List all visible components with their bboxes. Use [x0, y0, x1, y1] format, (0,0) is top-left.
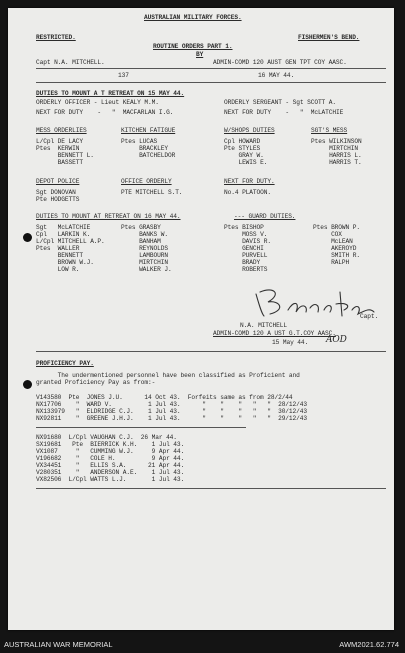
workshops-heading: W/SHOPS DUTIES — [224, 127, 275, 134]
office-orderly-name: PTE MITCHELL S.T. — [121, 189, 183, 196]
kitchen-fatigue-list: Ptes LUCAS BRACKLEY BATCHELDOR — [121, 138, 176, 159]
footer-accession-number: AWM2021.62.774 — [339, 640, 399, 649]
signature-unit: ADMIN-COMD 120 A UST G.T.COY AASC. — [213, 330, 336, 337]
orders-title: ROUTINE ORDERS PART 1. — [153, 43, 233, 50]
mess-orderlies-heading: MESS ORDERLIES — [36, 127, 87, 134]
footer-source: AUSTRALIAN WAR MEMORIAL — [4, 640, 113, 649]
guard-heading: DUTIES TO MOUNT AT RETREAT ON 16 MAY 44. — [36, 213, 181, 220]
guard-column-1: Sgt McLATCHIE Cpl LARKIN K. L/Cpl MITCHELL A.P. Ptes WALLER BENNETT BROWN W.J. LOW R. — [36, 224, 105, 273]
by-label: BY — [196, 51, 204, 58]
next-for-duty-platoon: No.4 PLATOON. — [224, 189, 271, 196]
proficiency-group-1: V143580 Pte JONES J.U. 14 Oct 43. Forfeits same as from 28/2/44 NX17706 " WARD V. 1 Jul 43. " " " " " 28/12/43 NX133979 " ELDRIDGE C.J. 1 Jul 43. " " " " " 30/12/43 NX92811 " GREENE J.H.J. 1 Jul 43. " " " " " 29/12/43 — [36, 394, 307, 422]
section-rule — [36, 351, 386, 352]
signature-name: N.A. MITCHELL — [240, 322, 287, 329]
proficiency-intro: The undermentioned personnel have been classified as Proficient and granted Proficiency Pay as from:- — [36, 372, 300, 386]
proficiency-heading: PROFICIENCY PAY. — [36, 360, 94, 367]
header-rule-2 — [36, 82, 386, 83]
workshops-list: Cpl HOWARD Pte STYLES GRAY W. LEWIS E. — [224, 138, 268, 166]
next-for-duty-officer: NEXT FOR DUTY - " MACFARLAN I.G. — [36, 109, 174, 116]
guard-column-3: Ptes BISHOP MOSS V. DAVIS R. GENCHI PURVELL BRADY ROBERTS — [224, 224, 271, 273]
proficiency-rule-1 — [36, 427, 246, 428]
handwritten-signature — [248, 280, 378, 322]
location-label: FISHERMEN'S BEND. — [298, 34, 360, 41]
mess-orderlies-list: L/Cpl DE LACY Ptes KERWIN BENNETT L. BASSETT — [36, 138, 94, 166]
order-date: 16 MAY 44. — [258, 72, 295, 79]
depot-police-heading: DEPOT POLICE — [36, 178, 80, 185]
sgts-mess-heading: SGT'S MESS — [311, 127, 348, 134]
punch-hole-top — [23, 233, 32, 242]
proficiency-rule-2 — [36, 488, 386, 489]
guard-column-4: Ptes BROWN P. COX McLEAN AKEROYD SMITH R. RALPH — [313, 224, 360, 266]
sgts-mess-list: Ptes WILKINSON MIRTCHIN HARRIS L. HARRIS T. — [311, 138, 362, 166]
guard-subheading: --- GUARD DUTIES. — [234, 213, 296, 220]
document-page — [8, 8, 394, 630]
proficiency-group-2: NX91680 L/Cpl VAUGHAN C.J. 26 Mar 44. SX19681 Pte BIERRICK K.H. 1 Jul 43. VX1087 " CUMMING W.J. 9 Apr 44. V196682 " COLE H. 9 Apr 44. VX34451 " ELLIS S.A. 21 Apr 44. V280351 " ANDERSON A.E. 1 Jul 43. VX82506 L/Cpl WATTS L.J. 1 Jul 43. — [36, 434, 185, 483]
kitchen-fatigue-heading: KITCHEN FATIGUE — [121, 127, 176, 134]
next-for-duty-heading: NEXT FOR DUTY. — [224, 178, 275, 185]
signature-initials: AOD — [326, 335, 347, 345]
guard-column-2: Ptes GRASBY BANKS W. BANHAM REYNOLDS LAMBOURN MIRTCHIN WALKER J. — [121, 224, 172, 273]
header-rule — [36, 68, 386, 69]
restricted-label: RESTRICTED. — [36, 34, 76, 41]
next-for-duty-sergeant: NEXT FOR DUTY - " McLATCHIE — [224, 109, 344, 116]
orderly-officer: ORDERLY OFFICER - Lieut KEALY M.M. — [36, 99, 159, 106]
punch-hole-bottom — [23, 380, 32, 389]
office-orderly-heading: OFFICE ORDERLY — [121, 178, 172, 185]
depot-police-list: Sgt DONOVAN Pte HODGETTS — [36, 189, 80, 203]
document-title: AUSTRALIAN MILITARY FORCES. — [144, 14, 242, 21]
order-number: 137 — [118, 72, 129, 79]
signature-capt: Capt. — [360, 313, 379, 320]
duties-heading: DUTIES TO MOUNT A T RETREAT ON 15 MAY 44. — [36, 90, 185, 97]
orderly-sergeant: ORDERLY SERGEANT - Sgt SCOTT A. — [224, 99, 337, 106]
signature-date: 15 May 44. — [272, 339, 309, 346]
issuer-name: Capt N.A. MITCHELL. — [36, 59, 105, 66]
issuer-unit: ADMIN-COMD 120 AUST GEN TPT COY AASC. — [213, 59, 347, 66]
